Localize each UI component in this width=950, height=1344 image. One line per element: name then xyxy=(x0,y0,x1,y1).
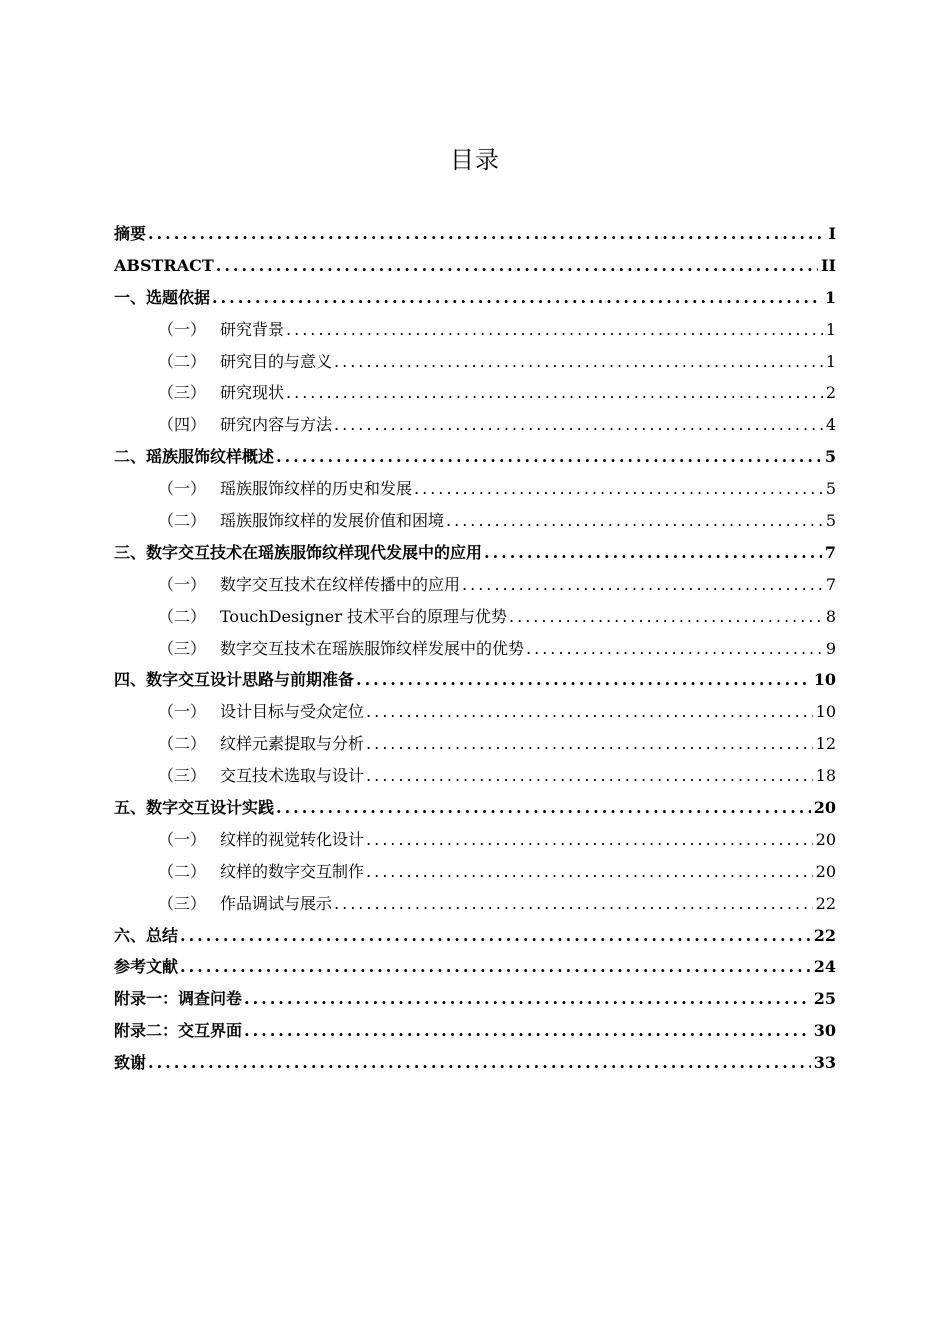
toc-entry-page-number: 20 xyxy=(815,829,836,849)
toc-entry-title: 研究现状 xyxy=(220,383,285,403)
toc-entry-page-number: 22 xyxy=(813,925,836,945)
toc-entry-title: 五、数字交互设计实践 xyxy=(114,798,275,818)
toc-entry-page-number: 24 xyxy=(813,957,836,977)
toc-dot-leader xyxy=(462,569,823,601)
toc-entry-page-number: 12 xyxy=(815,734,836,754)
toc-dot-leader xyxy=(180,920,811,952)
toc-entry-title: 作品调试与展示 xyxy=(220,893,333,913)
toc-entry-page-number: 1 xyxy=(825,319,836,339)
toc-entry-title: 设计目标与受众定位 xyxy=(220,702,365,722)
toc-dot-leader xyxy=(334,409,823,441)
toc-entry-number: （二） xyxy=(158,734,207,754)
toc-entry-page-number: 2 xyxy=(825,383,836,403)
toc-entry-number: （一） xyxy=(158,319,207,339)
toc-entry-page-number: 10 xyxy=(813,670,836,690)
toc-entry-title: 数字交互技术在纹样传播中的应用 xyxy=(220,574,461,594)
toc-dot-leader xyxy=(276,441,822,473)
toc-entry-chapter[interactable] xyxy=(114,951,836,983)
toc-entry-title: 研究目的与意义 xyxy=(220,351,333,371)
toc-entry-title: 致谢 xyxy=(114,1053,147,1073)
toc-entry-chapter[interactable] xyxy=(114,537,836,569)
toc-entry-page-number: II xyxy=(821,255,836,275)
toc-entry-page-number: 7 xyxy=(825,574,836,594)
toc-entry-page-number: 5 xyxy=(824,447,836,467)
toc-entry-title: 三、数字交互技术在瑶族服饰纹样现代发展中的应用 xyxy=(114,542,483,562)
toc-dot-leader xyxy=(414,473,823,505)
toc-entry-number: （三） xyxy=(158,638,207,658)
toc-entry-title: ABSTRACT xyxy=(114,255,214,275)
toc-dot-leader xyxy=(509,601,823,633)
toc-entry-number: （三） xyxy=(158,383,207,403)
toc-entry-page-number: 25 xyxy=(813,989,836,1009)
toc-dot-leader xyxy=(148,1047,811,1079)
toc-entry-section[interactable] xyxy=(114,856,836,888)
toc-dot-leader xyxy=(180,951,811,983)
toc-entry-chapter[interactable] xyxy=(114,218,836,250)
toc-entry-page-number: I xyxy=(828,224,836,243)
toc-entry-title: 纹样元素提取与分析 xyxy=(220,734,365,754)
toc-entry-number: （二） xyxy=(158,606,207,626)
toc-entry-page-number: 20 xyxy=(813,798,836,818)
toc-entry-number: （二） xyxy=(158,511,207,531)
toc-dot-leader xyxy=(334,888,813,920)
toc-entry-chapter[interactable] xyxy=(114,1047,836,1079)
toc-entry-title: 瑶族服饰纹样的发展价值和困境 xyxy=(220,511,445,531)
toc-entry-number: （一） xyxy=(158,574,207,594)
toc-entry-title: TouchDesigner 技术平台的原理与优势 xyxy=(220,606,508,626)
toc-entry-title: 六、总结 xyxy=(114,925,179,945)
toc-entry-section[interactable] xyxy=(114,824,836,856)
toc-entry-page-number: 5 xyxy=(825,511,836,531)
toc-dot-leader xyxy=(334,346,823,378)
toc-dot-leader xyxy=(276,792,811,824)
toc-entry-number: （三） xyxy=(158,893,207,913)
toc-entry-page-number: 30 xyxy=(813,1021,836,1041)
toc-entry-title: 一、选题依据 xyxy=(114,287,211,307)
toc-dot-leader xyxy=(244,983,811,1015)
toc-dot-leader xyxy=(526,633,823,665)
toc-entry-page-number: 1 xyxy=(825,351,836,371)
toc-entry-title: 交互技术选取与设计 xyxy=(220,766,365,786)
toc-dot-leader xyxy=(366,824,813,856)
toc-entry-page-number: 7 xyxy=(824,542,836,562)
toc-entry-title: 附录一：调查问卷 xyxy=(114,989,243,1009)
toc-entry-chapter[interactable] xyxy=(114,1015,836,1047)
toc-dot-leader xyxy=(148,218,826,250)
toc-entry-section[interactable] xyxy=(114,569,836,601)
toc-entry-page-number: 4 xyxy=(825,415,836,435)
toc-entry-title: 研究背景 xyxy=(220,319,285,339)
toc-entry-section[interactable] xyxy=(114,601,836,633)
toc-entry-section[interactable] xyxy=(114,314,836,346)
toc-entry-section[interactable] xyxy=(114,633,836,665)
toc-dot-leader xyxy=(212,282,822,314)
toc-entry-page-number: 9 xyxy=(825,638,836,658)
toc-dot-leader xyxy=(286,377,823,409)
toc-dot-leader xyxy=(286,314,823,346)
toc-entry-section[interactable] xyxy=(114,377,836,409)
toc-entry-section[interactable] xyxy=(114,473,836,505)
toc-entry-page-number: 1 xyxy=(824,287,836,307)
toc-entry-title: 四、数字交互设计思路与前期准备 xyxy=(114,670,355,690)
toc-entry-title: 研究内容与方法 xyxy=(220,415,333,435)
toc-entry-page-number: 8 xyxy=(825,606,836,626)
toc-dot-leader xyxy=(366,728,813,760)
table-of-contents xyxy=(114,218,836,1079)
toc-entry-page-number: 20 xyxy=(815,861,836,881)
toc-entry-section[interactable] xyxy=(114,728,836,760)
toc-entry-section[interactable] xyxy=(114,760,836,792)
toc-dot-leader xyxy=(484,537,822,569)
toc-entry-title: 瑶族服饰纹样的历史和发展 xyxy=(220,479,413,499)
toc-dot-leader xyxy=(366,856,813,888)
toc-entry-chapter[interactable] xyxy=(114,920,836,952)
toc-entry-page-number: 22 xyxy=(815,893,836,913)
toc-entry-title: 纹样的数字交互制作 xyxy=(220,861,365,881)
toc-entry-section[interactable] xyxy=(114,888,836,920)
toc-entry-chapter[interactable] xyxy=(114,792,836,824)
toc-entry-chapter[interactable] xyxy=(114,250,836,282)
toc-entry-number: （一） xyxy=(158,829,207,849)
toc-entry-chapter[interactable] xyxy=(114,983,836,1015)
toc-entry-title: 二、瑶族服饰纹样概述 xyxy=(114,447,275,467)
toc-entry-chapter[interactable] xyxy=(114,282,836,314)
toc-entry-page-number: 18 xyxy=(815,766,836,786)
toc-entry-chapter[interactable] xyxy=(114,441,836,473)
toc-entry-number: （二） xyxy=(158,351,207,371)
toc-dot-leader xyxy=(446,505,823,537)
toc-entry-number: （一） xyxy=(158,702,207,722)
toc-dot-leader xyxy=(216,250,818,282)
toc-entry-number: （二） xyxy=(158,861,207,881)
toc-entry-section[interactable] xyxy=(114,696,836,728)
toc-dot-leader xyxy=(356,664,811,696)
toc-entry-number: （一） xyxy=(158,479,207,499)
toc-entry-number: （三） xyxy=(158,766,207,786)
page-title: 目录 xyxy=(450,146,500,174)
toc-entry-page-number: 10 xyxy=(815,702,836,722)
toc-entry-title: 数字交互技术在瑶族服饰纹样发展中的优势 xyxy=(220,638,525,658)
toc-entry-page-number: 5 xyxy=(825,479,836,499)
toc-entry-number: （四） xyxy=(158,415,207,435)
toc-entry-title: 附录二：交互界面 xyxy=(114,1021,243,1041)
toc-dot-leader xyxy=(366,696,813,728)
toc-entry-section[interactable] xyxy=(114,409,836,441)
toc-entry-section[interactable] xyxy=(114,346,836,378)
toc-entry-page-number: 33 xyxy=(813,1053,836,1073)
toc-entry-title: 参考文献 xyxy=(114,957,179,977)
toc-entry-section[interactable] xyxy=(114,505,836,537)
toc-entry-title: 纹样的视觉转化设计 xyxy=(220,829,365,849)
toc-dot-leader xyxy=(366,760,813,792)
toc-dot-leader xyxy=(244,1015,811,1047)
toc-entry-chapter[interactable] xyxy=(114,664,836,696)
toc-entry-title: 摘要 xyxy=(114,224,147,243)
